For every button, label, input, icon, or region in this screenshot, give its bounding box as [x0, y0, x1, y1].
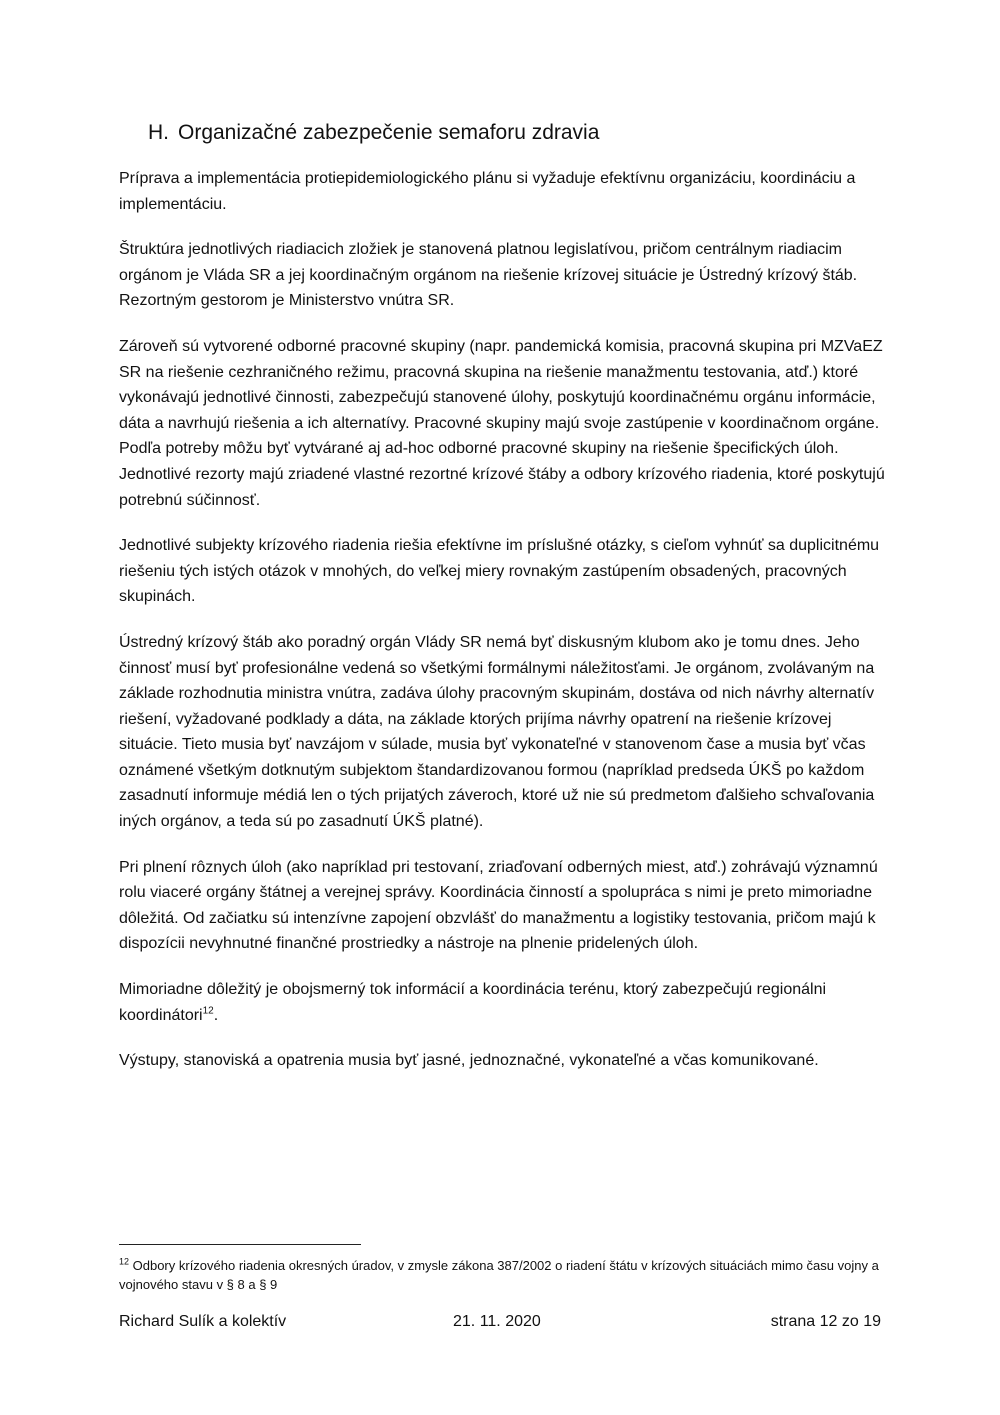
- page-footer: [119, 1313, 881, 1335]
- paragraph: Jednotlivé subjekty krízového riadenia riešia efektívne im príslušné otázky, s cieľom vyhnúť sa duplicitnému riešeniu tých istých otázok v mnohých, do veľkej miery rovnakým zastúpením obsadených, pracovných skupinách.: [119, 537, 880, 606]
- paragraph: Pri plnení rôznych úloh (ako napríklad pri testovaní, zriaďovaní odberných miest, atď.) zohrávajú významnú rolu viaceré orgány štátnej a verejnej správy. Koordinácia činností a spolupráca s nimi je preto mimoriadne dôležitá. Od začiatku sú intenzívne zapojení obzvlášť do manažmentu a logistiky testovania, pričom majú k dispozícii nevyhnutné finančné prostriedky a nástroje na plnenie pridelených úloh.: [119, 858, 878, 953]
- footer-date: 21. 11. 2020: [453, 1313, 541, 1330]
- paragraph-text: Mimoriadne dôležitý je obojsmerný tok informácií a koordinácia terénu, ktorý zabezpečujú regionálni koordinátori: [119, 981, 827, 1024]
- body-text: [119, 166, 889, 1094]
- section-heading: [148, 121, 599, 145]
- paragraph: Príprava a implementácia protiepidemiologického plánu si vyžaduje efektívnu organizáciu, koordináciu a implementáciu.: [119, 170, 856, 213]
- paragraph: Zároveň sú vytvorené odborné pracovné skupiny (napr. pandemická komisia, pracovná skupina pri MZVaEZ SR na riešenie cezhraničného režimu, pracovná skupina na riešenie manažmentu testovania, atď.) ktoré vykonávajú jednotlivé činnosti, zabezpečujú stanovené úlohy, poskytujú koordinačnému orgánu informácie, dáta a navrhujú riešenia a ich alternatívy. Pracovné skupiny majú svoje zastúpenie v koordinačnom orgáne. Podľa potreby môžu byť vytvárané aj ad-hoc odborné pracovné skupiny na riešenie špecifických úloh. Jednotlivé rezorty majú zriadené vlastné rezortné krízové štáby a odbory krízového riadenia, ktoré poskytujú potrebnú súčinnosť.: [119, 337, 885, 509]
- footer-author: Richard Sulík a kolektív: [119, 1313, 287, 1330]
- footer-page-number: strana 12 zo 19: [770, 1313, 881, 1330]
- footnote-reference[interactable]: 12: [202, 1005, 214, 1017]
- section-title: Organizačné zabezpečenie semaforu zdravia: [178, 121, 600, 144]
- paragraph: Výstupy, stanoviská a opatrenia musia byť jasné, jednoznačné, vykonateľné a včas komunikované.: [119, 1052, 819, 1070]
- paragraph-tail: .: [213, 1006, 219, 1024]
- footnote-divider: [119, 1244, 361, 1245]
- section-letter: H.: [148, 121, 169, 144]
- footnote-number: 12: [119, 1256, 130, 1267]
- footnote: [119, 1256, 891, 1294]
- paragraph: Štruktúra jednotlivých riadiacich zložiek je stanovená platnou legislatívou, pričom centrálnym riadiacim orgánom je Vláda SR a jej koordinačným orgánom na riešenie krízovej situácie je Ústredný krízový štáb. Rezortným gestorom je Ministerstvo vnútra SR.: [119, 241, 858, 310]
- paragraph-with-footnote: [119, 977, 889, 1028]
- paragraph: Ústredný krízový štáb ako poradný orgán Vlády SR nemá byť diskusným klubom ako je tomu dnes. Jeho činnosť musí byť profesionálne vedená so všetkými formálnymi náležitosťami. Je orgánom, zvolávaným na základe rozhodnutia ministra vnútra, zadáva úlohy pracovným skupinám, dostáva od nich návrhy alternatív riešení, vyžadované podklady a dáta, na základe ktorých prijíma návrhy opatrení na riešenie krízovej situácie. Tieto musia byť navzájom v súlade, musia byť vykonateľné v stanovenom čase a musia byť včas oznámené všetkým dotknutým subjektom štandardizovanou formou (napríklad predseda ÚKŠ po každom zasadnutí informuje médiá len o tých prijatých záveroch, ktoré už nie sú predmetom ďalšieho schvaľovania iných orgánov, a teda sú po zasadnutí ÚKŠ platné).: [119, 633, 875, 831]
- footnote-text: Odbory krízového riadenia okresných úradov, v zmysle zákona 387/2002 o riadení štátu v krízových situáciách mimo času vojny a vojnového stavu v § 8 a § 9: [119, 1258, 879, 1292]
